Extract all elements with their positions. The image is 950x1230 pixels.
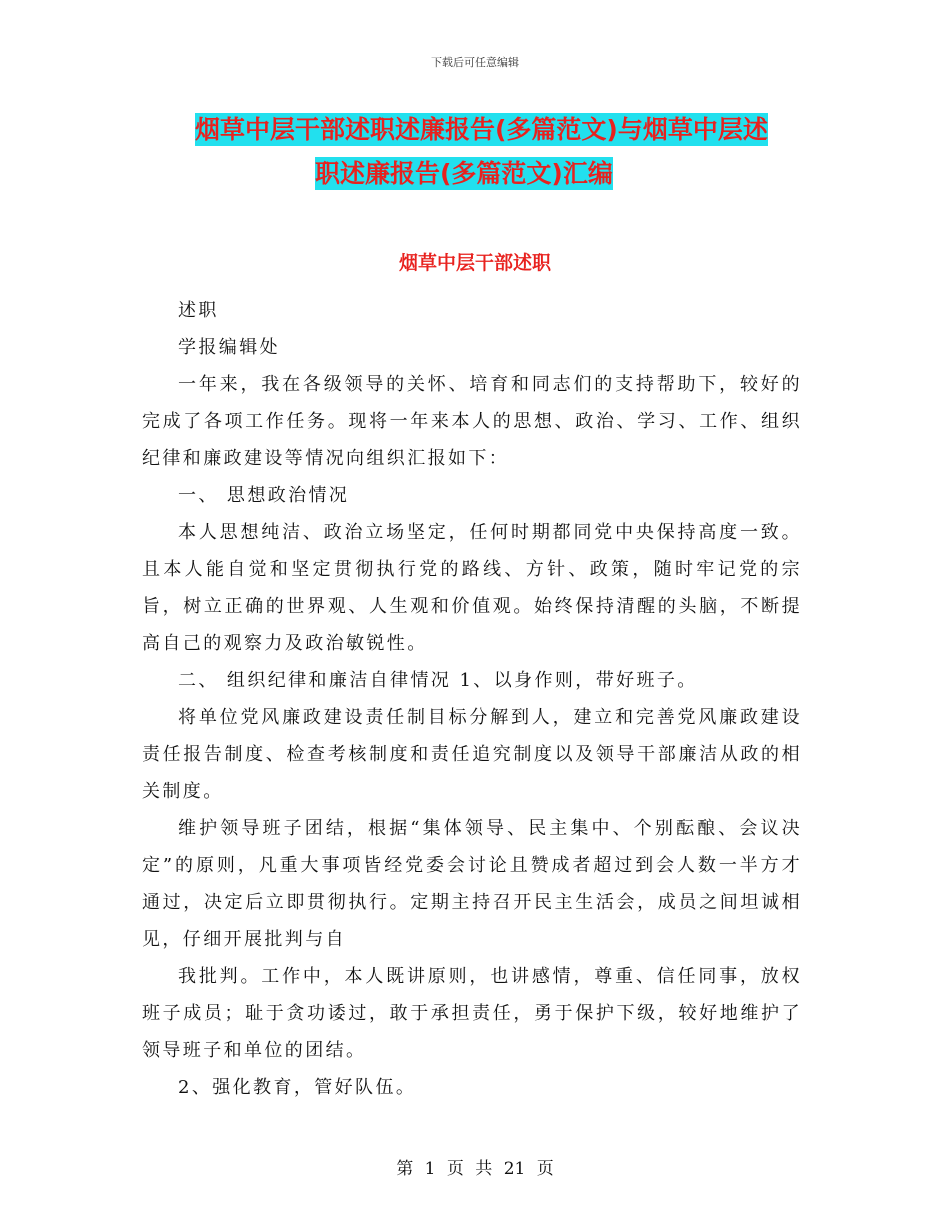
title-line-1: 烟草中层干部述职述廉报告(多篇范文)与烟草中层述 xyxy=(195,115,768,144)
paragraph: 我批判。工作中，本人既讲原则，也讲感情，尊重、信任同事，放权班子成员；耻于贪功诿过，敢于承担责任，勇于保护下级，较好地维护了领导班子和单位的团结。 xyxy=(142,966,802,1061)
title-line-2: 职述廉报告(多篇范文)汇编 xyxy=(315,159,613,188)
paragraph: 本人思想纯洁、政治立场坚定，任何时期都同党中央保持高度一致。且本人能自觉和坚定贯彻执行党的路线、方针、政策，随时牢记党的宗旨，树立正确的世界观、人生观和价值观。始终保持清醒的头脑，不断提高自己的观察力及政治敏锐性。 xyxy=(142,522,802,654)
paragraph: 述职 xyxy=(178,300,219,321)
paragraph: 2、强化教育，管好队伍。 xyxy=(178,1077,417,1098)
section-title: 烟草中层干部述职 xyxy=(398,252,551,274)
paragraph: 维护领导班子团结，根据“集体领导、民主集中、个别酝酿、会议决定”的原则，凡重大事项皆经党委会讨论且赞成者超过到会人数一半方才通过，决定后立即贯彻执行。定期主持召开民主生活会，成员之间坦诚相见，仔细开展批判与自 xyxy=(142,818,802,950)
page-footer: 第 1 页 共 21 页 xyxy=(396,1159,554,1179)
document-title xyxy=(140,108,840,196)
body-text xyxy=(142,292,802,1106)
paragraph: 将单位党风廉政建设责任制目标分解到人，建立和完善党风廉政建设责任报告制度、检查考核制度和责任追究制度以及领导干部廉洁从政的相关制度。 xyxy=(142,707,802,802)
header-note: 下载后可任意编辑 xyxy=(431,56,519,69)
paragraph: 二、 组织纪律和廉洁自律情况 1、以身作则，带好班子。 xyxy=(178,670,698,691)
paragraph: 一年来，我在各级领导的关怀、培育和同志们的支持帮助下，较好的完成了各项工作任务。现将一年来本人的思想、政治、学习、工作、组织纪律和廉政建设等情况向组织汇报如下： xyxy=(142,374,802,469)
paragraph: 学报编辑处 xyxy=(178,337,280,358)
paragraph: 一、 思想政治情况 xyxy=(178,485,350,506)
